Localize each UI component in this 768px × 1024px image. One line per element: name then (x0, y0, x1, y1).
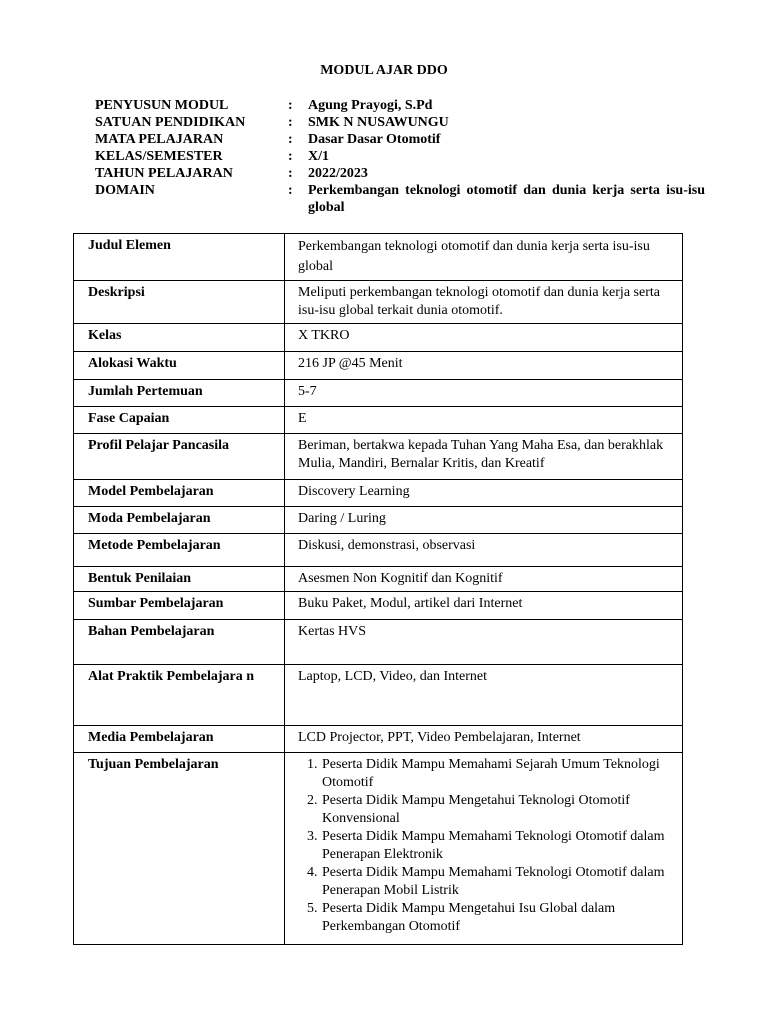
row-label: Fase Capaian (74, 407, 285, 434)
row-value: Perkembangan teknologi otomotif dan dunia kerja serta isu-isu global (285, 234, 683, 281)
row-label: Bentuk Penilaian (74, 567, 285, 592)
row-label: Judul Elemen (74, 234, 285, 281)
row-value: LCD Projector, PPT, Video Pembelajaran, Internet (285, 726, 683, 753)
row-value: X TKRO (285, 324, 683, 352)
info-row (95, 131, 705, 148)
info-value: Perkembangan teknologi otomotif dan dunia kerja serta isu-isu global (308, 183, 705, 215)
table-row (74, 281, 683, 324)
table-row (74, 567, 683, 592)
row-label: Alokasi Waktu (74, 352, 285, 380)
row-label: Moda Pembelajaran (74, 507, 285, 534)
info-key: DOMAIN (95, 183, 155, 198)
table-row (74, 726, 683, 753)
row-label: Jumlah Pertemuan (74, 380, 285, 407)
learning-goals-list (298, 756, 676, 936)
row-value: 5-7 (285, 380, 683, 407)
row-label: Metode Pembelajaran (74, 534, 285, 567)
info-value: Agung Prayogi, S.Pd (308, 98, 433, 113)
info-row (95, 182, 705, 216)
list-item: 5. Peserta Didik Mampu Mengetahui Isu Global dalam Perkembangan Otomotif (321, 900, 676, 936)
list-item: 3. Peserta Didik Mampu Memahami Teknologi Otomotif dalam Penerapan Elektronik (321, 828, 676, 864)
table-row (74, 324, 683, 352)
document-title: MODUL AJAR DDO (320, 63, 448, 78)
row-value: Diskusi, demonstrasi, observasi (285, 534, 683, 567)
module-info (95, 97, 705, 216)
table-row (74, 380, 683, 407)
info-colon: : (288, 149, 293, 164)
info-value: 2022/2023 (308, 166, 368, 181)
row-value: E (285, 407, 683, 434)
table-row (74, 753, 683, 945)
table-row (74, 592, 683, 620)
row-value: Asesmen Non Kognitif dan Kognitif (285, 567, 683, 592)
row-value: Kertas HVS (285, 620, 683, 665)
row-label: Alat Praktik Pembelajara n (74, 665, 285, 726)
info-row (95, 148, 705, 165)
row-label: Media Pembelajaran (74, 726, 285, 753)
table-row (74, 534, 683, 567)
list-item: 2. Peserta Didik Mampu Mengetahui Teknologi Otomotif Konvensional (321, 792, 676, 828)
list-item: 1. Peserta Didik Mampu Memahami Sejarah Umum Teknologi Otomotif (321, 756, 676, 792)
table-row (74, 620, 683, 665)
info-key: MATA PELAJARAN (95, 132, 224, 147)
info-key: PENYUSUN MODUL (95, 98, 229, 113)
table-row (74, 234, 683, 281)
module-table (73, 233, 683, 945)
table-row (74, 407, 683, 434)
info-key: SATUAN PENDIDIKAN (95, 115, 246, 130)
row-value: Buku Paket, Modul, artikel dari Internet (285, 592, 683, 620)
info-colon: : (288, 98, 293, 113)
info-key: TAHUN PELAJARAN (95, 166, 233, 181)
table-row (74, 665, 683, 726)
info-value: X/1 (308, 149, 329, 164)
info-row (95, 97, 705, 114)
info-row (95, 165, 705, 182)
row-label: Bahan Pembelajaran (74, 620, 285, 665)
row-value: Meliputi perkembangan teknologi otomotif dan dunia kerja serta isu-isu global terkait dunia otomotif. (285, 281, 683, 324)
info-colon: : (288, 183, 293, 198)
row-value: 216 JP @45 Menit (285, 352, 683, 380)
info-key: KELAS/SEMESTER (95, 149, 223, 164)
row-label: Profil Pelajar Pancasila (74, 434, 285, 480)
info-value: SMK N NUSAWUNGU (308, 115, 449, 130)
row-value: Discovery Learning (285, 480, 683, 507)
info-colon: : (288, 115, 293, 130)
row-label: Sumbar Pembelajaran (74, 592, 285, 620)
info-row (95, 114, 705, 131)
row-value: Daring / Luring (285, 507, 683, 534)
table-row (74, 352, 683, 380)
info-value: Dasar Dasar Otomotif (308, 132, 441, 147)
table-row (74, 480, 683, 507)
row-value: Laptop, LCD, Video, dan Internet (285, 665, 683, 726)
table-row (74, 434, 683, 480)
row-value (285, 753, 683, 945)
row-label: Deskripsi (74, 281, 285, 324)
row-label: Tujuan Pembelajaran (74, 753, 285, 945)
row-label: Kelas (74, 324, 285, 352)
row-label: Model Pembelajaran (74, 480, 285, 507)
info-colon: : (288, 132, 293, 147)
table-row (74, 507, 683, 534)
row-value: Beriman, bertakwa kepada Tuhan Yang Maha Esa, dan berakhlak Mulia, Mandiri, Bernalar Kritis, dan Kreatif (285, 434, 683, 480)
info-colon: : (288, 166, 293, 181)
list-item: 4. Peserta Didik Mampu Memahami Teknologi Otomotif dalam Penerapan Mobil Listrik (321, 864, 676, 900)
